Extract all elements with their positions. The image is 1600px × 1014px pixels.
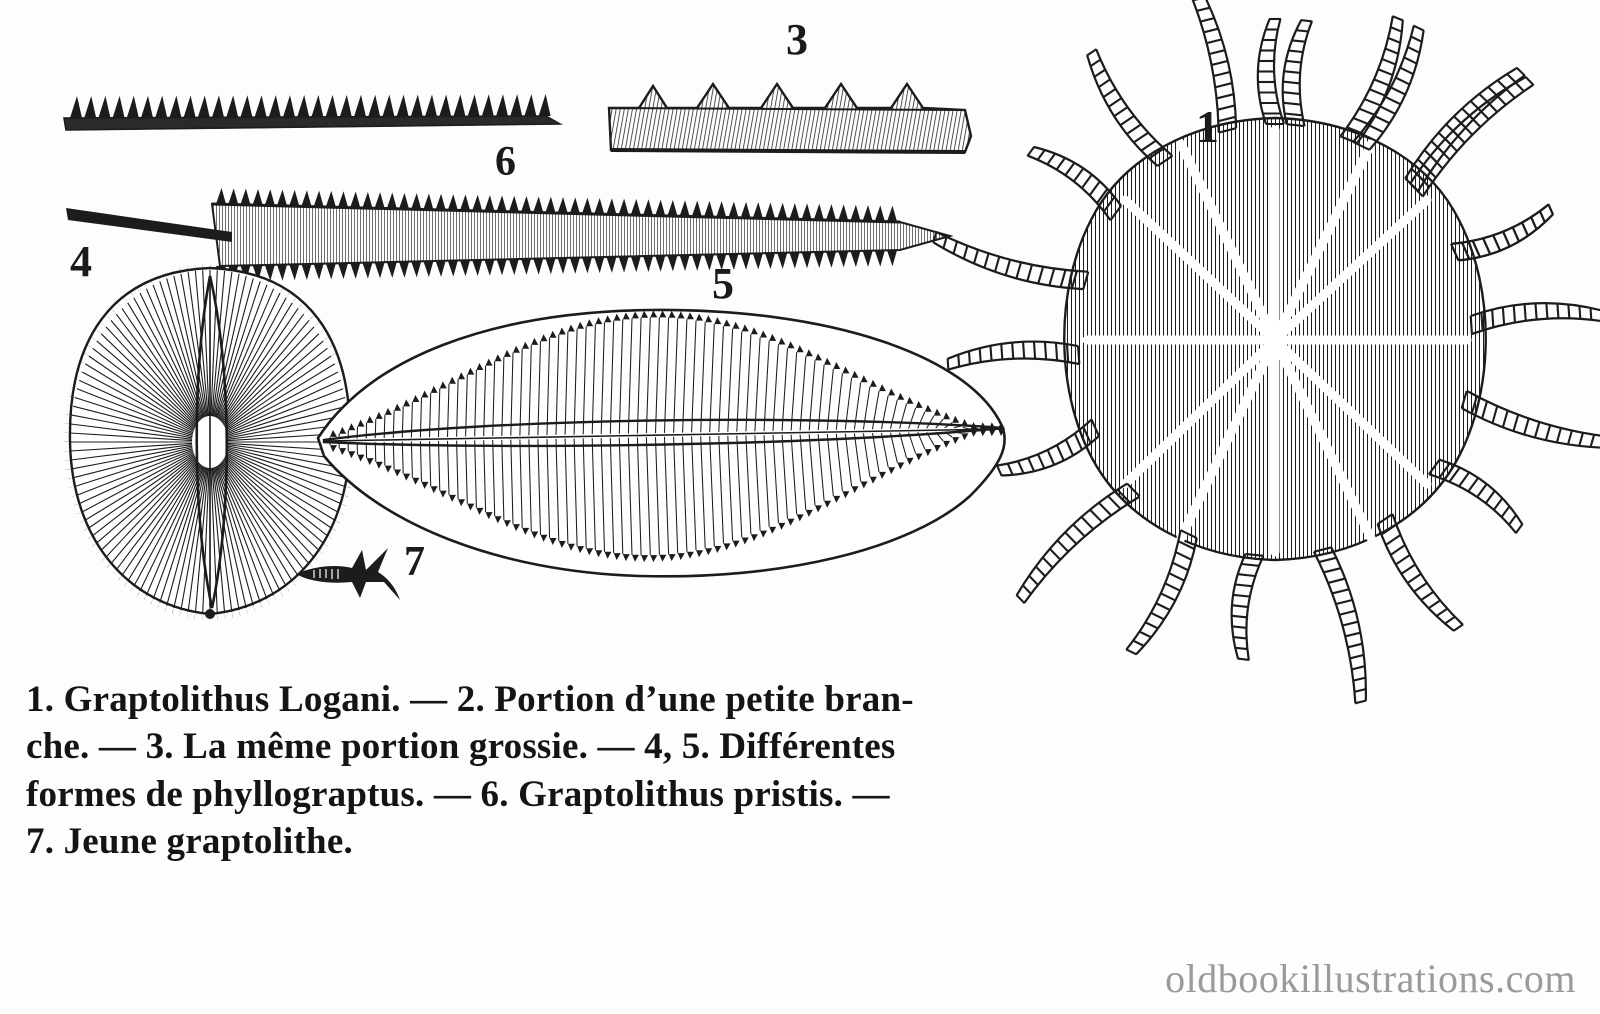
figure-label-6: 6 xyxy=(495,139,516,185)
figure-3-magnified-portion xyxy=(605,78,985,188)
figure-1-graptolithus-logani xyxy=(975,60,1575,640)
plate-caption xyxy=(26,676,1566,865)
caption-line-4: 7. Jeune graptolithe. xyxy=(26,821,353,863)
caption-line-2: che. — 3. La même portion grossie. — 4, 5. Différentes xyxy=(26,726,896,768)
caption-line-1: 1. Graptolithus Logani. — 2. Portion d’une petite bran- xyxy=(26,679,914,720)
figure-label-7: 7 xyxy=(404,539,425,585)
figure-6-graptolithus-pristis xyxy=(60,72,570,142)
figure-label-5: 5 xyxy=(712,259,734,308)
figure-7-young-graptolite xyxy=(292,542,412,612)
figure-label-3: 3 xyxy=(786,15,808,64)
caption-line-3: formes de phyllograptus. — 6. Graptolithus pristis. — xyxy=(26,773,890,815)
figure-label-1: 1 xyxy=(1196,101,1219,152)
figure-label-4: 4 xyxy=(70,237,92,286)
watermark-text: oldbookillustrations.com xyxy=(1165,956,1576,1001)
